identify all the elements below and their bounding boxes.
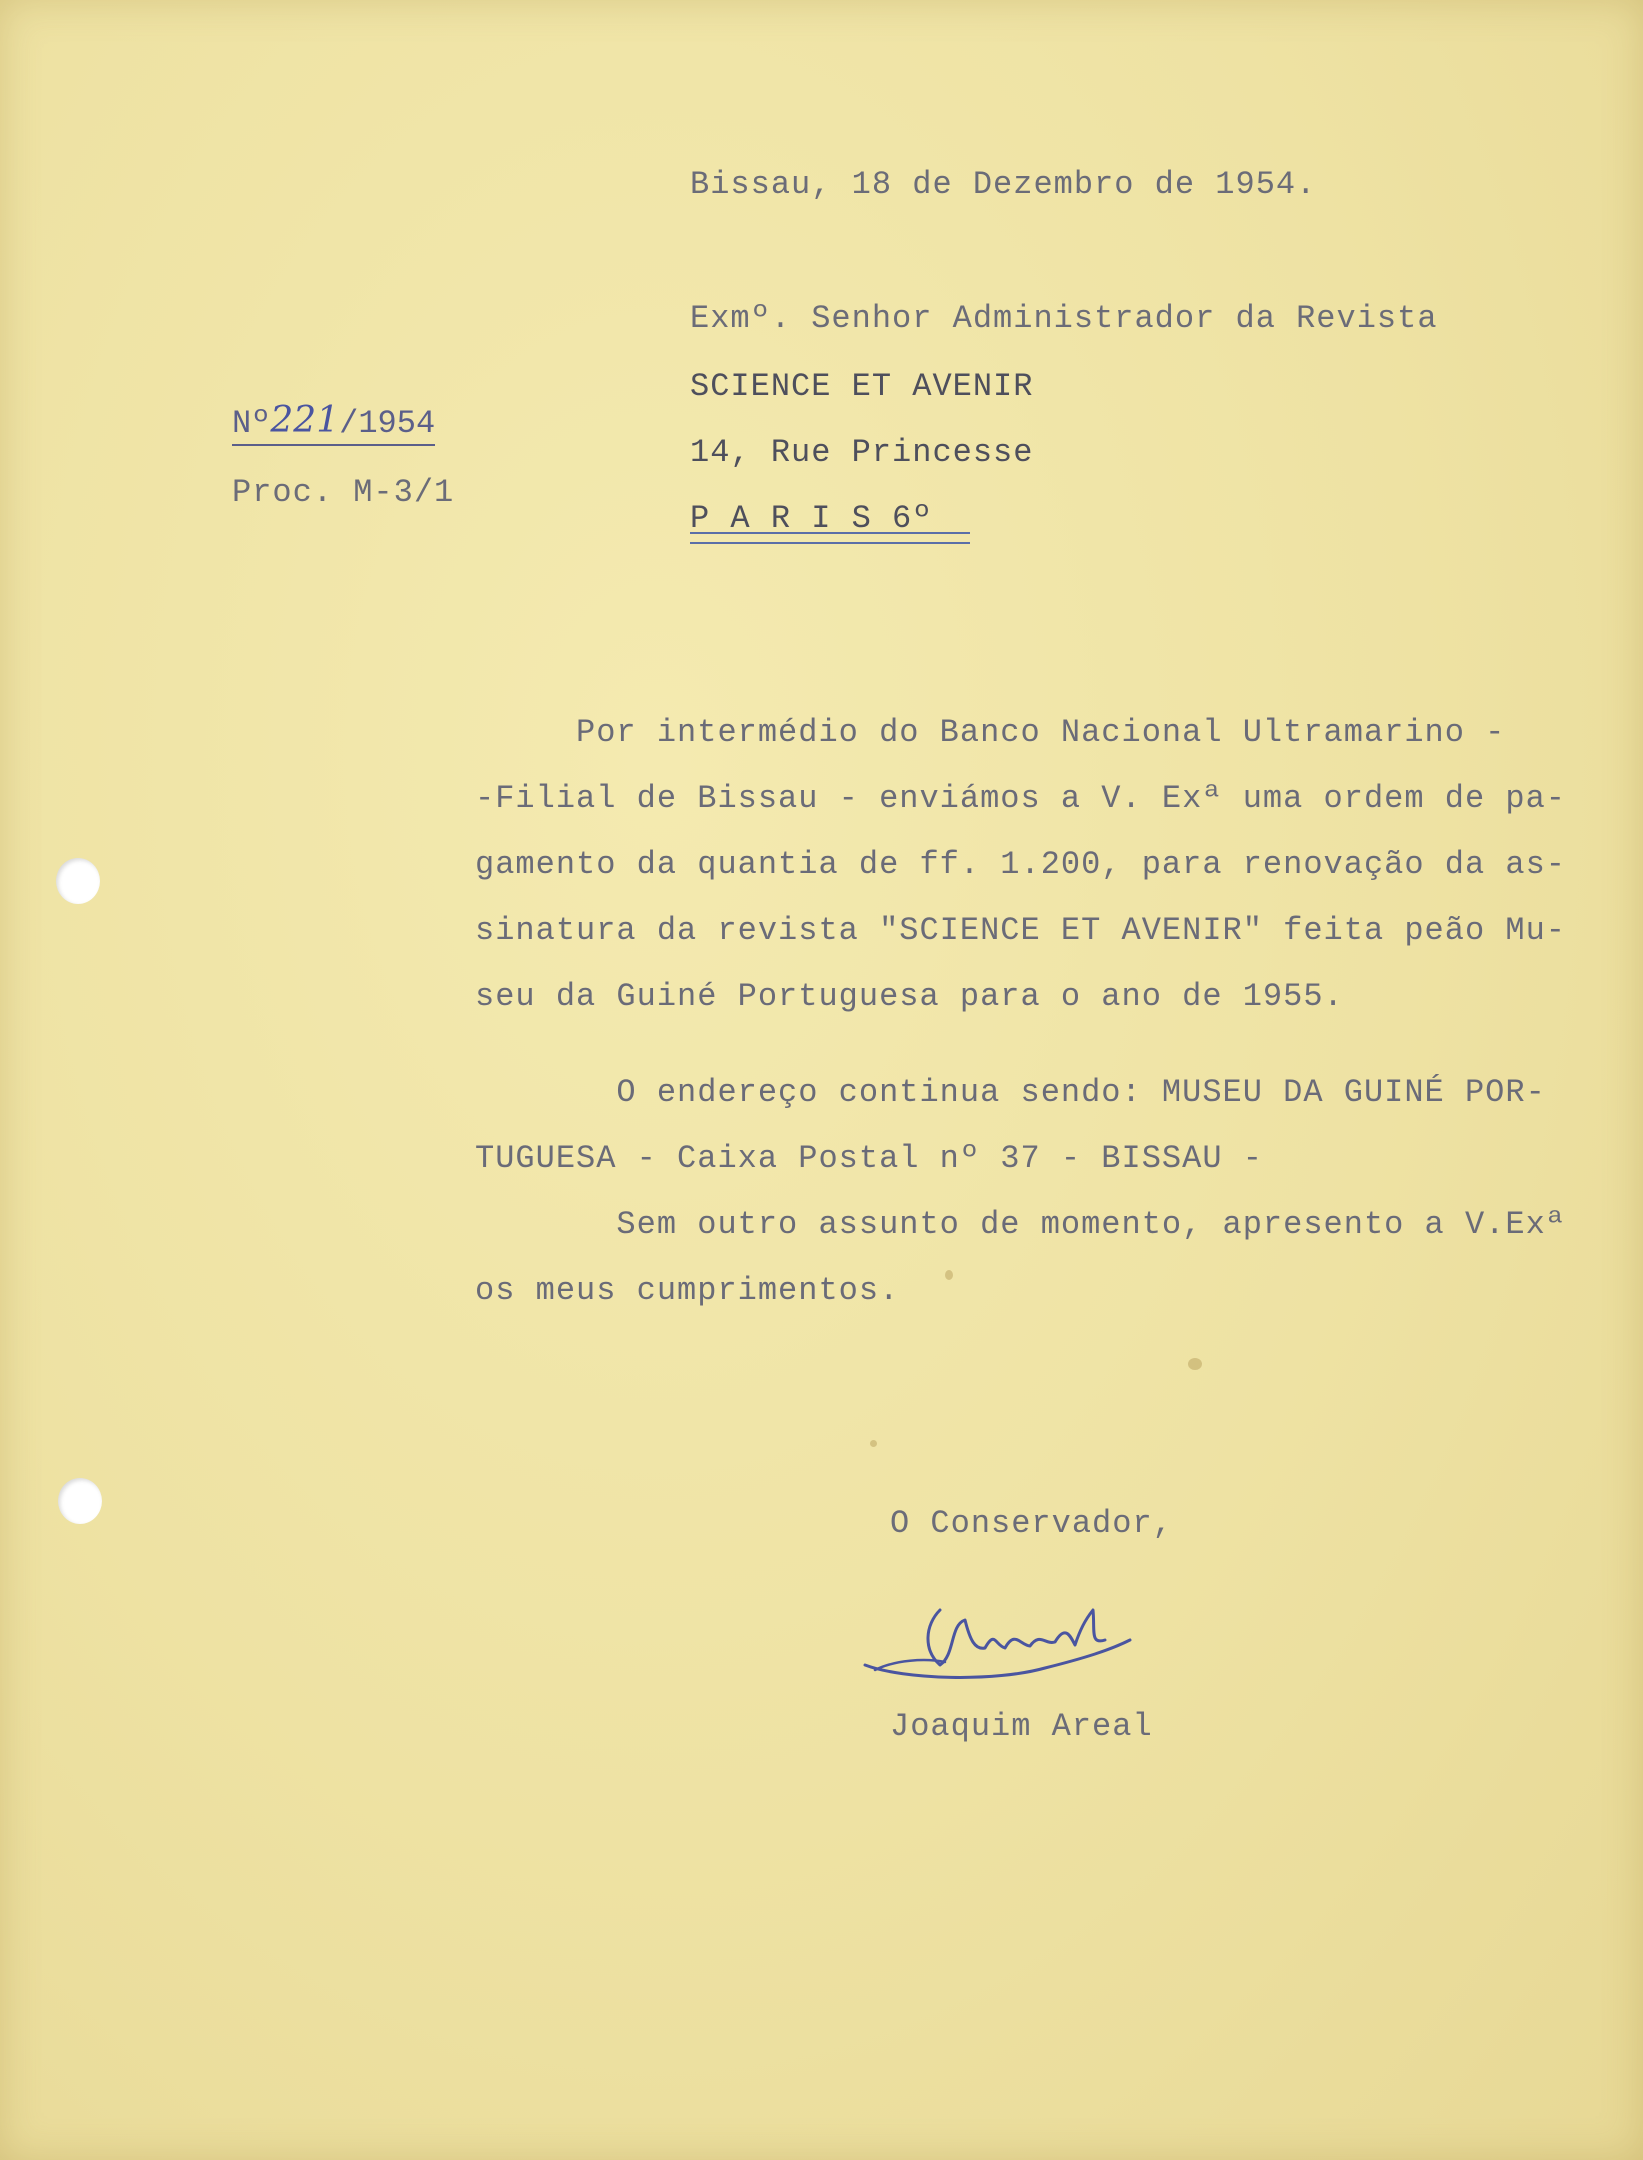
body-line: TUGUESA - Caixa Postal nº 37 - BISSAU - <box>475 1140 1263 1177</box>
punch-hole-bottom <box>58 1478 102 1524</box>
recipient-line-1: Exmº. Senhor Administrador da Revista <box>690 300 1438 337</box>
body-line: sinatura da revista "SCIENCE ET AVENIR" feita peão Mu- <box>475 912 1566 949</box>
body-line: O endereço continua sendo: MUSEU DA GUINÉ POR- <box>475 1074 1546 1111</box>
body-line: Sem outro assunto de momento, apresento a V.Exª <box>475 1206 1566 1243</box>
letter-body <box>475 700 1585 1324</box>
city-double-underline <box>690 532 970 544</box>
reference-number <box>232 400 435 446</box>
handwritten-signature <box>845 1590 1145 1700</box>
process-reference: Proc. M-3/1 <box>232 474 455 511</box>
reference-number-suffix: /1954 <box>339 405 436 442</box>
reference-number-handwritten: 221 <box>270 400 340 441</box>
recipient-line-4: P A R I S 6º <box>690 500 933 537</box>
recipient-line-2: SCIENCE ET AVENIR <box>690 368 1034 405</box>
signatory-name: Joaquim Areal <box>890 1708 1153 1745</box>
body-line: gamento da quantia de ff. 1.200, para renovação da as- <box>475 846 1566 883</box>
closing-title: O Conservador, <box>890 1505 1173 1542</box>
body-line: seu da Guiné Portuguesa para o ano de 1955. <box>475 978 1344 1015</box>
recipient-line-3: 14, Rue Princesse <box>690 434 1034 471</box>
punch-hole-top <box>56 858 100 904</box>
body-line: Por intermédio do Banco Nacional Ultramarino - <box>475 714 1506 751</box>
date-line: Bissau, 18 de Dezembro de 1954. <box>690 166 1317 203</box>
paper-stain <box>1188 1358 1202 1370</box>
reference-number-prefix: Nº <box>232 405 271 442</box>
body-line: -Filial de Bissau - enviámos a V. Exª uma ordem de pa- <box>475 780 1566 817</box>
paper-stain <box>870 1440 877 1447</box>
body-line: os meus cumprimentos. <box>475 1272 900 1309</box>
